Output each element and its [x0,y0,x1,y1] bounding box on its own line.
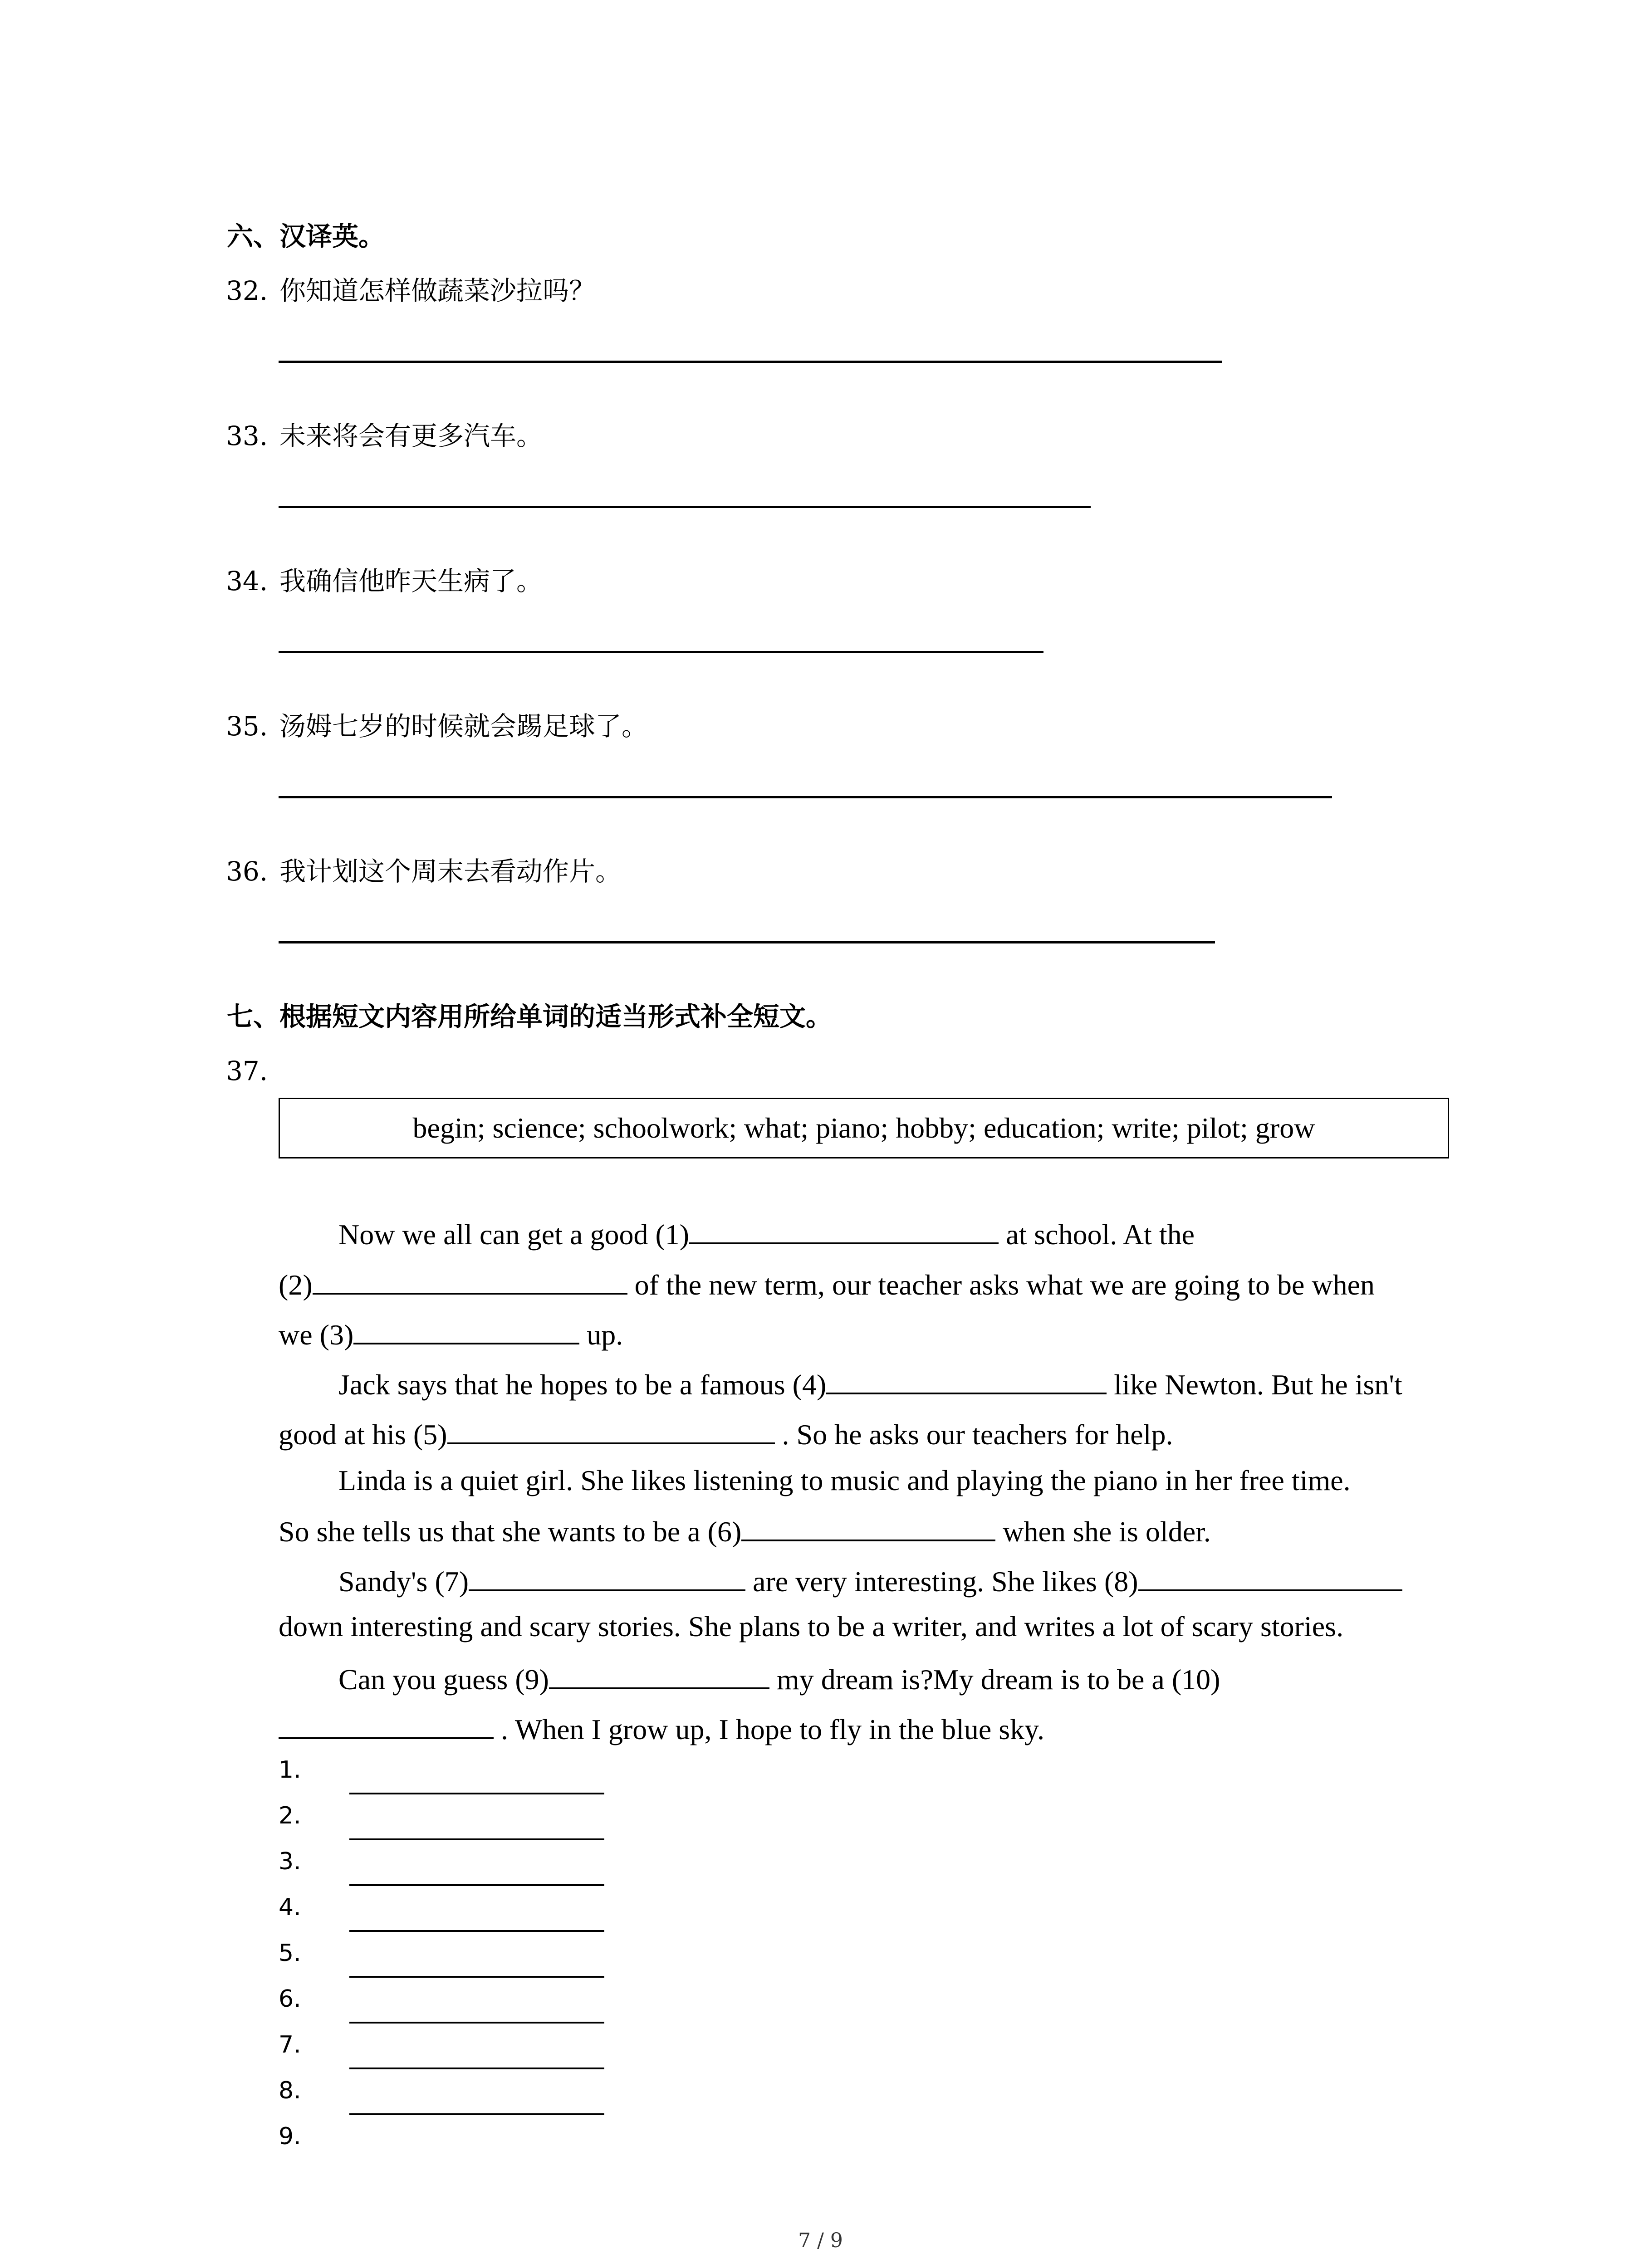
answer-blank-4[interactable] [349,1930,604,1932]
passage-text: up. [579,1319,623,1351]
passage-text: when she is older. [995,1515,1211,1548]
passage-line-7 [279,1514,1211,1546]
passage-text: Jack says that he hopes to be a famous (4) [338,1369,827,1401]
answer-blank-8[interactable] [349,2113,604,2115]
answer-label-8: 8. [279,2077,301,2104]
passage-text: Now we all can get a good (1) [338,1218,690,1251]
passage-text: . So he asks our teachers for help. [774,1418,1173,1451]
passage-text: Can you guess (9) [338,1663,549,1696]
question-number: 36. [226,856,268,887]
blank-2[interactable] [313,1267,627,1295]
question-37-number: 37. [226,1056,268,1086]
blank-4[interactable] [826,1367,1107,1394]
passage-line-2 [279,1267,1375,1300]
passage-line-10 [338,1662,1220,1694]
passage-text: good at his (5) [279,1418,447,1451]
blank-3[interactable] [353,1317,579,1344]
question-34 [226,568,543,594]
passage-line-1 [338,1217,1195,1249]
question-text: 未来将会有更多汽车。 [279,420,543,451]
blank-6[interactable] [741,1514,995,1541]
answer-line-35[interactable] [279,796,1332,798]
passage-text: (2) [279,1269,313,1301]
question-32 [226,275,596,306]
answer-line-36[interactable] [279,941,1215,943]
passage-line-6: Linda is a quiet girl. She likes listening to music and playing the piano in her free time. [338,1464,1351,1496]
question-36 [226,858,622,885]
blank-5[interactable] [447,1417,775,1444]
passage-text: we (3) [279,1319,354,1351]
passage-line-5 [279,1417,1173,1449]
passage-line-9: down interesting and scary stories. She plans to be a writer, and writes a lot of scary stories. [279,1610,1344,1642]
answer-label-6: 6. [279,1985,301,2013]
passage-line-8 [338,1564,1402,1596]
question-text: 我确信他昨天生病了。 [279,566,543,596]
section-6-title: 六、汉译英。 [227,221,385,252]
question-number: 34. [226,566,268,596]
passage-text: . When I grow up, I hope to fly in the blue sky. [494,1713,1044,1745]
answer-blank-3[interactable] [349,1884,604,1886]
answer-label-7: 7. [279,2031,301,2058]
answer-label-1: 1. [279,1756,301,1784]
passage-text: my dream is?My dream is to be a (10) [769,1663,1220,1696]
answer-label-5: 5. [279,1940,301,1967]
answer-line-34[interactable] [279,651,1043,653]
question-35 [226,711,648,742]
passage-text: are very interesting. She likes (8) [745,1565,1138,1598]
passage-line-4 [338,1367,1402,1399]
passage-text: of the new term, our teacher asks what we are going to be when [627,1269,1375,1301]
blank-1[interactable] [689,1217,999,1244]
question-number: 35. [226,711,268,742]
answer-label-4: 4. [279,1894,301,1921]
answer-line-32[interactable] [279,361,1222,363]
passage-text: at school. At the [999,1218,1195,1251]
question-33 [226,420,543,451]
question-text: 你知道怎样做蔬菜沙拉吗？ [279,275,596,306]
answer-blank-5[interactable] [349,1976,604,1978]
answer-blank-1[interactable] [349,1793,604,1794]
blank-10[interactable] [279,1712,494,1739]
question-number: 33. [226,420,268,451]
answer-line-33[interactable] [279,506,1091,508]
question-text: 我计划这个周末去看动作片。 [279,856,622,887]
answer-blank-2[interactable] [349,1838,604,1840]
answer-blank-7[interactable] [349,2068,604,2069]
passage-text: like Newton. But he isn't [1107,1369,1402,1401]
passage-line-3 [279,1317,623,1349]
page-number: 7 / 9 [798,2229,843,2252]
answer-label-9: 9. [279,2123,301,2150]
question-number: 32. [226,275,268,306]
blank-9[interactable] [549,1662,769,1689]
answer-blank-6[interactable] [349,2022,604,2024]
blank-8[interactable] [1138,1564,1402,1591]
section-7-title: 七、根据短文内容用所给单词的适当形式补全短文。 [227,1001,833,1032]
passage-line-11 [279,1712,1044,1744]
blank-7[interactable] [469,1564,745,1591]
question-text: 汤姆七岁的时候就会踢足球了。 [279,711,648,742]
answer-label-2: 2. [279,1802,301,1829]
word-bank-box: begin; science; schoolwork; what; piano; hobby; education; write; pilot; grow [279,1098,1449,1158]
passage-text: Sandy's (7) [338,1565,469,1598]
passage-text: So she tells us that she wants to be a (6) [279,1515,742,1548]
answer-label-3: 3. [279,1848,301,1875]
